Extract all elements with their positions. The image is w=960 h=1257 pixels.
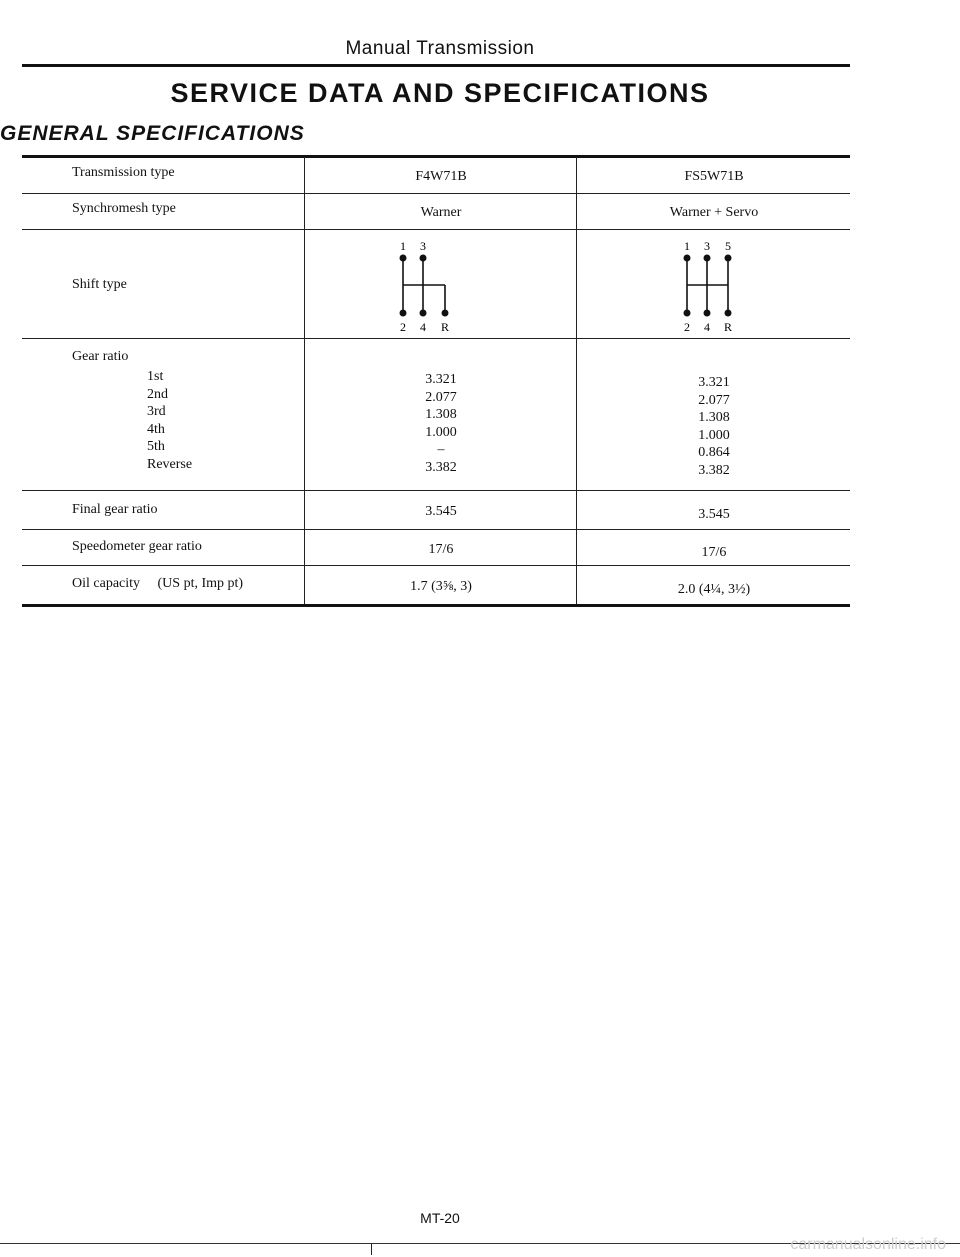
row-divider xyxy=(22,490,850,491)
gear-ratio-value: – xyxy=(437,442,445,457)
cell-fs5-transmission-type: FS5W71B xyxy=(684,169,744,184)
shift-label: 2 xyxy=(684,320,690,334)
gear-position-dot xyxy=(420,310,427,317)
gear-ratio-value: 3.382 xyxy=(425,459,457,475)
gear-ratio-list-fs5 xyxy=(578,374,850,479)
gear-name: 4th xyxy=(147,421,165,437)
gear-position-dot xyxy=(420,255,427,262)
shift-label: 5 xyxy=(725,239,731,253)
row-label-speedometer-gear-ratio: Speedometer gear ratio xyxy=(72,539,202,554)
shift-label: 4 xyxy=(420,320,426,334)
gear-position-dot xyxy=(442,310,449,317)
gear-ratio-value: 2.077 xyxy=(425,389,457,405)
gear-ratio-list-f4 xyxy=(306,371,576,476)
cell-f4-oil-capacity: 1.7 (3⅝, 3) xyxy=(410,579,472,594)
shift-label: R xyxy=(723,320,733,334)
shift-pattern-5-speed xyxy=(674,235,764,335)
row-label-transmission-type: Transmission type xyxy=(72,165,175,180)
gear-position-dot xyxy=(704,255,711,262)
gear-name: 2nd xyxy=(147,386,168,402)
shift-label: 4 xyxy=(704,320,710,334)
shift-label: 3 xyxy=(704,239,710,253)
page-number: MT-20 xyxy=(420,1210,460,1226)
gear-ratio-value: 1.308 xyxy=(698,410,730,425)
shift-gate xyxy=(687,258,728,313)
gear-position-dot xyxy=(400,255,407,262)
table-rule-bottom xyxy=(22,604,850,607)
gear-name: 5th xyxy=(147,439,165,454)
gear-name: 3rd xyxy=(147,404,166,419)
shift-gate xyxy=(403,258,445,313)
footer-tick xyxy=(371,1243,372,1255)
gear-ratio-value: 3.321 xyxy=(698,375,730,390)
row-label-final-gear-ratio: Final gear ratio xyxy=(72,502,158,517)
row-divider xyxy=(22,193,850,194)
cell-fs5-synchromesh-type: Warner + Servo xyxy=(669,205,759,220)
row-divider xyxy=(22,338,850,339)
shift-pattern-4-speed xyxy=(390,235,480,335)
cell-f4-synchromesh-type: Warner xyxy=(420,205,462,220)
gear-ratio-value: 3.382 xyxy=(698,462,730,478)
cell-fs5-speedometer-gear-ratio: 17/6 xyxy=(701,545,727,560)
row-divider xyxy=(22,565,850,566)
shift-label: 2 xyxy=(400,320,406,334)
row-label-oil-capacity: Oil capacity (US pt, Imp pt) xyxy=(72,576,244,591)
cell-f4-speedometer-gear-ratio: 17/6 xyxy=(428,542,454,557)
section-title: GENERAL SPECIFICATIONS xyxy=(0,122,305,145)
shift-label: 1 xyxy=(400,239,406,253)
row-label-shift-type: Shift type xyxy=(72,277,127,292)
running-header: Manual Transmission xyxy=(345,38,535,59)
watermark: carmanualsonline.info xyxy=(790,1236,946,1253)
gear-name: 1st xyxy=(147,369,164,384)
table-rule-top xyxy=(22,155,850,158)
gear-ratio-value: 1.308 xyxy=(425,407,457,422)
cell-f4-final-gear-ratio: 3.545 xyxy=(425,504,457,519)
gear-position-dot xyxy=(400,310,407,317)
gear-ratio-value: 2.077 xyxy=(698,392,730,408)
gear-position-dot xyxy=(684,255,691,262)
gear-ratio-value: 1.000 xyxy=(425,424,457,440)
row-divider xyxy=(22,529,850,530)
gear-position-dot xyxy=(725,255,732,262)
gear-ratio-value: 0.864 xyxy=(698,445,730,460)
gear-position-dot xyxy=(704,310,711,317)
gear-ratio-value: 1.000 xyxy=(698,427,730,443)
gear-name: Reverse xyxy=(147,456,193,472)
row-label-synchromesh-type: Synchromesh type xyxy=(72,201,176,216)
row-divider xyxy=(22,229,850,230)
gear-name-list xyxy=(147,368,192,473)
gear-ratio-value: 3.321 xyxy=(425,372,457,387)
page-title: SERVICE DATA AND SPECIFICATIONS xyxy=(170,78,710,108)
cell-f4-transmission-type: F4W71B xyxy=(415,169,467,184)
shift-label: 3 xyxy=(420,239,426,253)
gear-position-dot xyxy=(725,310,732,317)
cell-fs5-oil-capacity: 2.0 (4¼, 3½) xyxy=(677,582,751,597)
column-divider xyxy=(576,157,577,604)
gear-position-dot xyxy=(684,310,691,317)
shift-label: 1 xyxy=(684,239,690,253)
column-divider xyxy=(304,157,305,604)
cell-fs5-final-gear-ratio: 3.545 xyxy=(698,507,730,522)
row-label-gear-ratio: Gear ratio xyxy=(72,349,129,364)
shift-label: R xyxy=(440,320,450,334)
header-rule xyxy=(22,64,850,67)
